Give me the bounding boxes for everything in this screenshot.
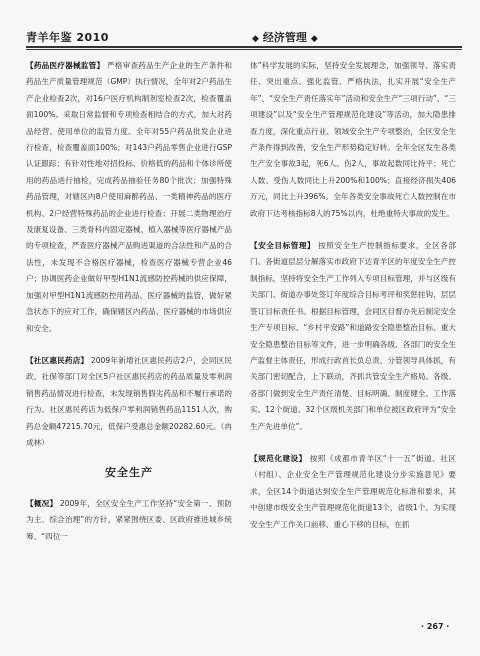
paragraph-tag: 【安全目标管理】 xyxy=(250,241,316,251)
paragraph-text: 2009年，全区安全生产工作坚持“安全第一、预防为主、综合治理”的方针，紧紧围绕区委、区政府推进城乡统筹、“四位一 xyxy=(26,498,232,541)
page-number: · 267 · xyxy=(421,622,450,631)
paragraph-text: 2009年新增社区惠民药店2户，会同区民政、社保等部门对全区5户社区惠民药店的药品质量及零利润销售药品情况进行检查，未发现销售假劣药品和不履行承诺的行为。社区惠民药店为低保户零利润销售药品1151人次，购药总金额47215.70元，低保户受惠总金额20282.60元。（冉成林） xyxy=(26,355,233,447)
paragraph-tag: 【社区惠民药店】 xyxy=(26,355,89,365)
diamond-icon: ◆ xyxy=(252,34,259,44)
running-header xyxy=(26,26,462,52)
header-rule xyxy=(26,46,462,50)
diamond-icon: ◆ xyxy=(310,34,318,44)
left-column xyxy=(26,58,232,545)
paragraph-drug-supervision xyxy=(26,58,232,337)
paragraph-safety-targets xyxy=(250,238,456,435)
section-header-title: 经济管理 xyxy=(262,31,307,44)
section-header xyxy=(248,29,322,45)
paragraph-text: 严格审查药品生产企业的生产条件和药品生产质量管理规范（GMP）执行情况，全年对2户药品生产企业检查2次，对16户医疗机构制剂室检查2次，检查覆盖面100%。采取日常监督和专项检查相结合的方式，加大对药品经营、使用单位的监管力度。全年对55户药品批发企业进行检查，检查覆盖面100%；对143户药品零售企业进行GSP认证跟踪；有针对性地对招投标、价格低的药品和个体诊所使用的药品进行抽检，完成药品抽验任务80个批次；加强特殊药品管理，对辖区内8户使用麻醉药品、一类精神药品的医疗机构、2户经营特殊药品的企业进行检查；开展二类物理治疗及康复设备、三类骨科内固定器械、植入器械等医疗器械产品的专项检查，严查医疗器械产品购进渠道的合法性和产品的合法性，未发现不合格医疗器械，检查医疗器械专营企业46户；协调医药企业做好甲型H1N1流感防控药械的供应保障，加强对甲型H1N1流感防控用药品、医疗器械的监管，做好紧急状态下的应对工作，确保辖区内药品、医疗器械的市场供应和安全。 xyxy=(26,61,233,333)
paragraph-overview xyxy=(26,496,232,545)
paragraph-text: 体”科学发展的实际，坚持安全发展理念，加强领导、落实责任、突出重点、强化监管、严格执法，扎实开展“安全生产年”、“安全生产责任落实年”活动和安全生产“三项行动”、“三项建设”以及“安全生产管理规范化建设”等活动，加大隐患排查力度，深化重点行业、领域安全生产专项整治，全区安全生产条件得到改善，安全生产形势稳定好转。全年全区发生各类生产安全事故3起，死6人、伤2人，事故起数同比持平；死亡人数、受伤人数同比上升200%和100%；直接经济损失406万元，同比上升396%。全年各类安全事故死亡人数控制在市政府下达考核指标8人的75%以内，杜绝重特大事故的发生。 xyxy=(250,61,456,218)
paragraph-community-pharmacy xyxy=(26,353,232,451)
paragraph-text: 按照《成都市青羊区“十一五”街道、社区（村组）、企业安全生产管理规范化建设分步实施意见》要求，全区14个街道达到安全生产管理规范化标准和要求，其中创建市级安全生产管理规范化街道13个，省级1个。为实现安全生产工作关口前移、重心下移的目标，在抓 xyxy=(250,453,456,529)
paragraph-tag: 【药品医疗器械监管】 xyxy=(26,61,105,70)
paragraph-tag: 【概况】 xyxy=(26,498,58,508)
paragraph-tag: 【规范化建设】 xyxy=(250,453,307,463)
paragraph-text: 按照安全生产控制指标要求，全区各部门、各街道层层分解落实市政府下达青羊区的年度安全生产控制指标，坚持将安全生产工作列入专项目标管理，并与区级有关部门、街道办事处签订年度综合目标考评和奖惩挂钩，层层签订目标责任书。根据目标管理，会同区目督办先后制定安全生产专项目标、“乡村平安路”和道路安全隐患整治目标、重大安全隐患整治目标等文件，进一步明确各级、各部门的安全生产监督主体责任，形成行政首长负总责，分管领导具体抓，有关部门密切配合，上下联动，齐抓共管安全生产格局。各级、各部门做到安全生产责任清楚、目标明确、制度健全、工作落实。12个街道、32个区级机关部门和单位被区政府评为“安全生产先进单位”。 xyxy=(250,241,457,431)
section-title: 安全生产 xyxy=(105,466,153,480)
paragraph-standardization xyxy=(250,451,456,533)
paragraph-overview-continued xyxy=(250,58,456,222)
yearbook-title: 青羊年鉴 2010 xyxy=(26,31,109,44)
right-column xyxy=(250,58,456,533)
